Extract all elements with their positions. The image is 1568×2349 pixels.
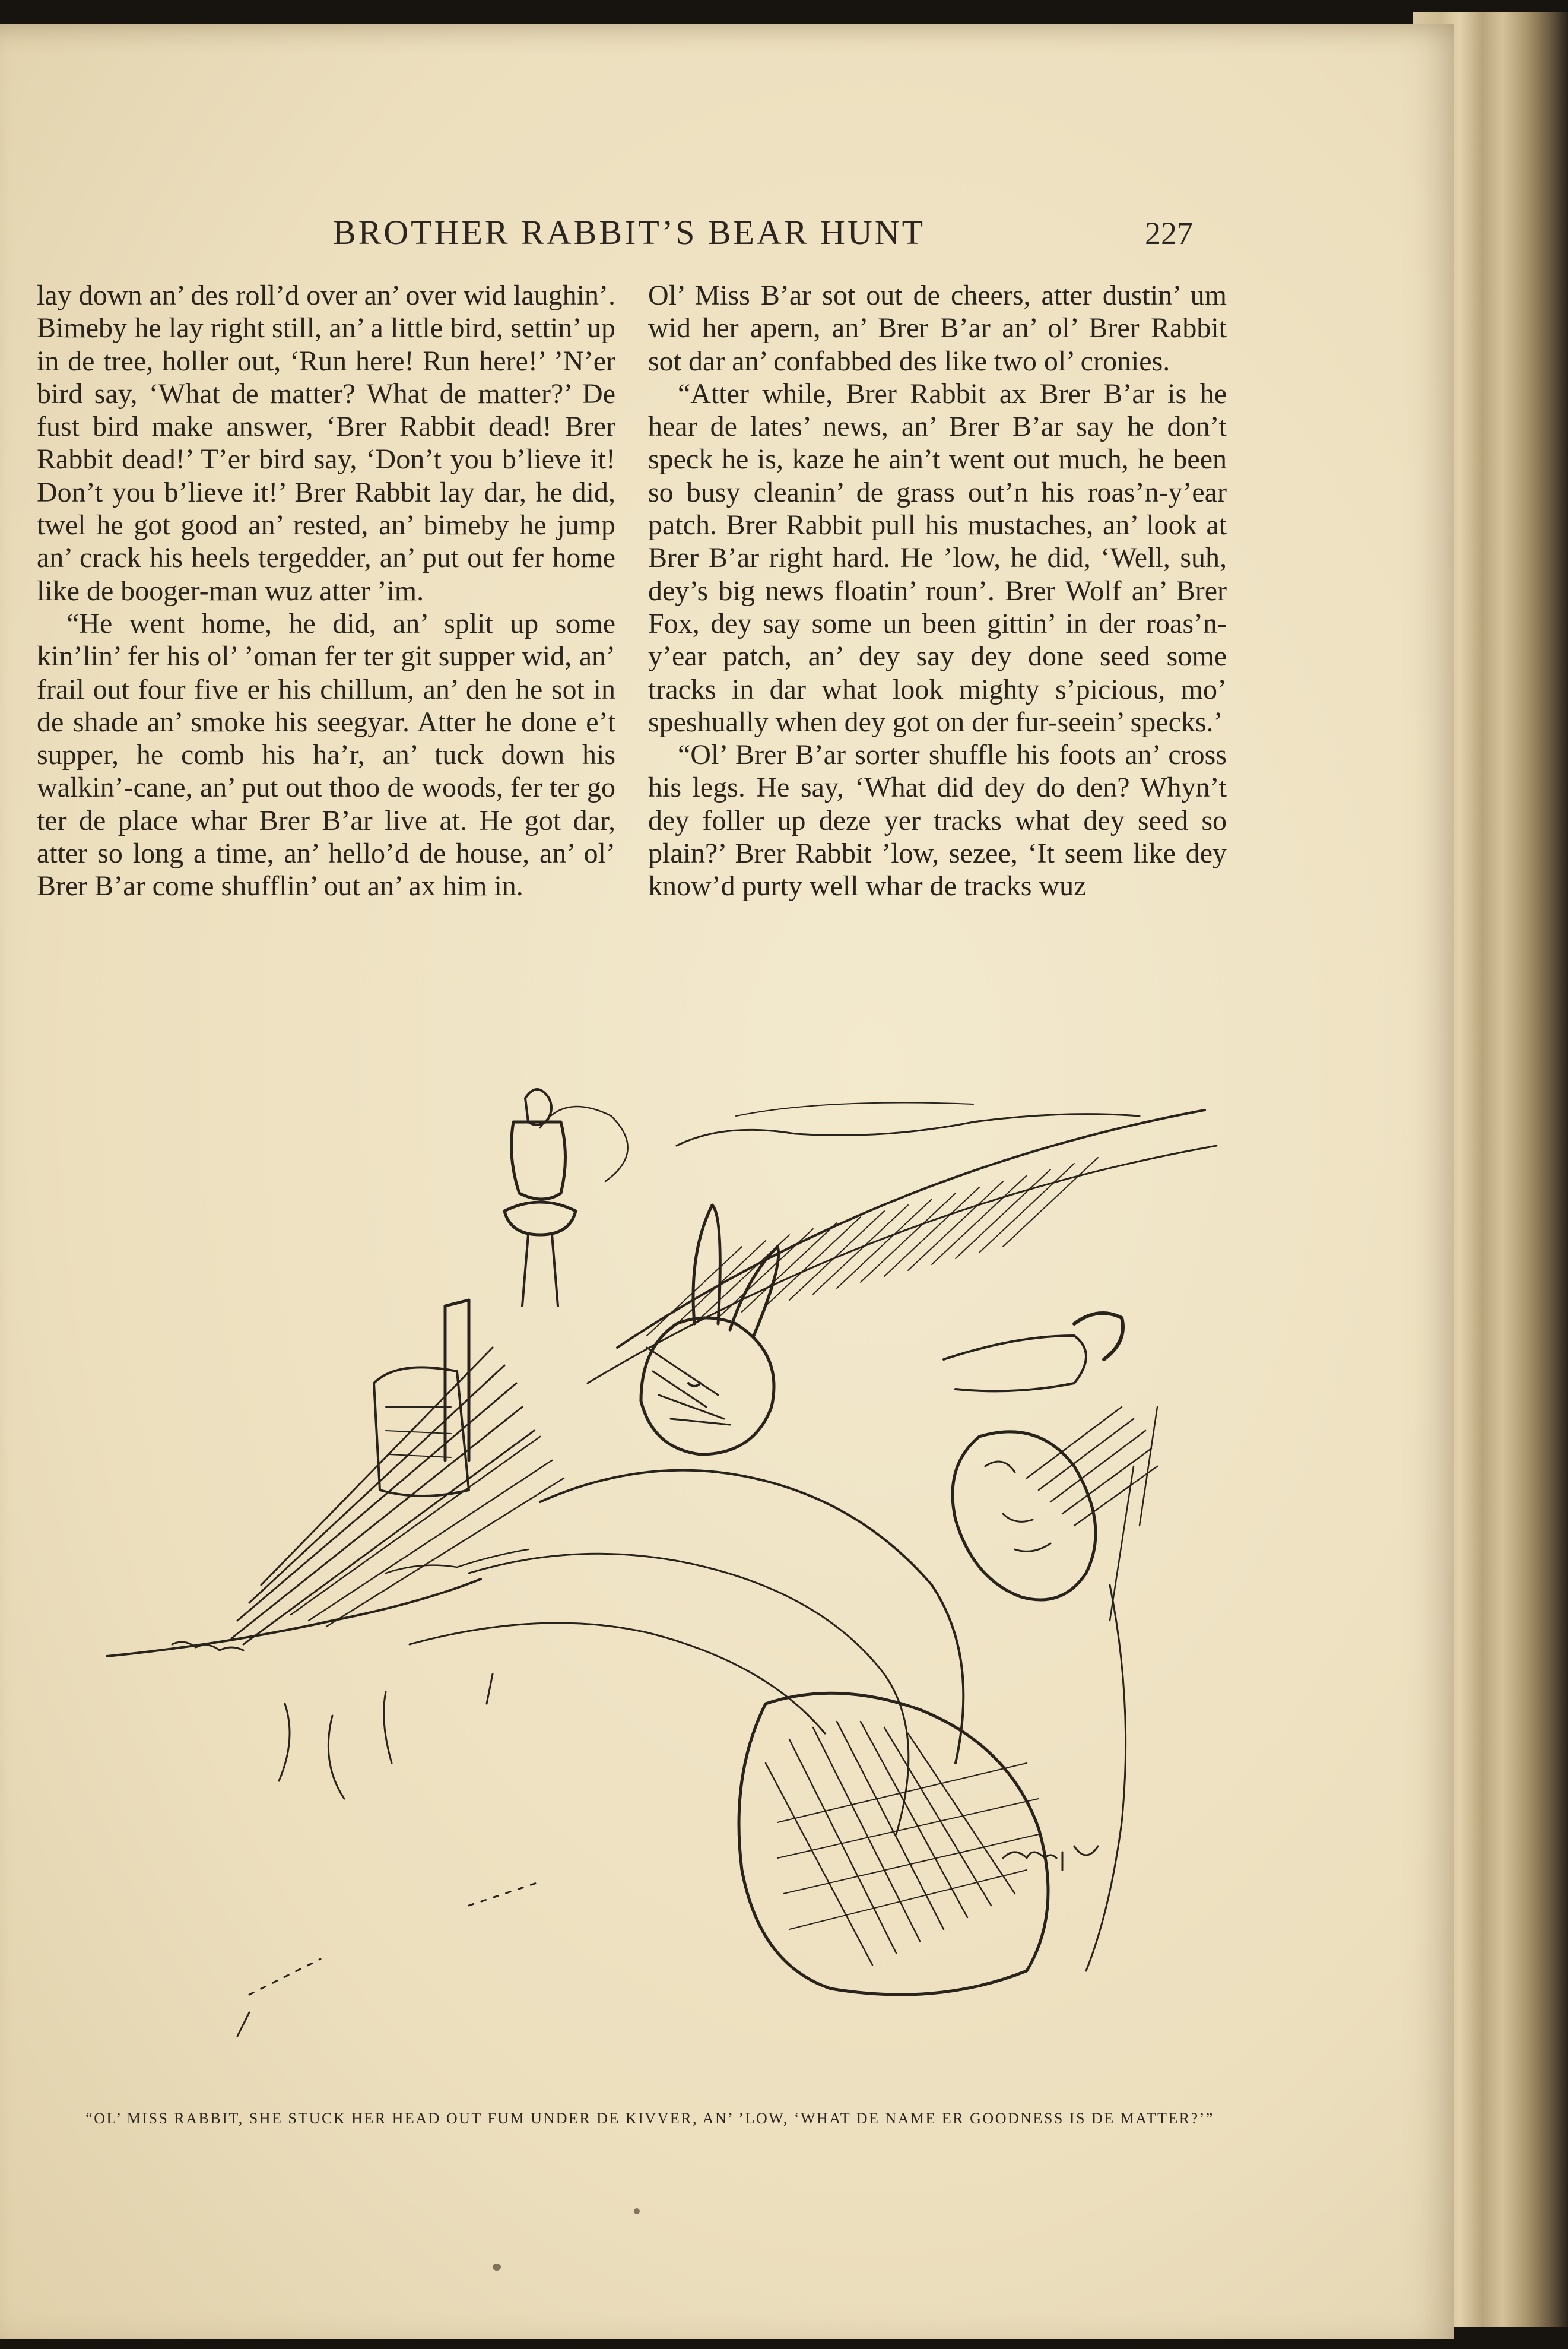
paragraph: “Atter while, Brer Rabbit ax Brer B’ar is he hear de lates’ news, an’ Brer B’ar say he don’t speck he is, kaze he ain’t went out much, he been so busy cleanin’ de grass out’n his roas’n-y’ear patch. Brer Rabbit pull his mustaches, an’ look at Brer B’ar right hard. He ’low, he did, ‘Well, suh, dey’s big news floatin’ roun’. Brer Wolf an’ Brer Fox, dey say some un been gittin’ in der roas’n-y’ear patch, an’ dey say dey done seed some tracks in dar what look mighty s’picious, mo’ speshually when dey got on der fur-seein’ specks.’ [648, 378, 1227, 738]
paragraph: lay down an’ des roll’d over an’ over wid laughin’. Bimeby he lay right still, an’ a little bird, settin’ up in de tree, holler out, ‘Run here! Run here!’ ’N’er bird say, ‘What de matter? What de matter?’ De fust bird make answer, ‘Brer Rabbit dead! Brer Rabbit dead!’ T’er bird say, ‘Don’t you b’lieve it! Don’t you b’lieve it!’ Brer Rabbit lay dar, he did, twel he got good an’ rested, an’ bimeby he jump an’ crack his heels tergedder, an’ put out fer home like de booger-man wuz atter ’im. [37, 280, 615, 607]
paragraph: “He went home, he did, an’ split up some kin’lin’ fer his ol’ ’oman fer ter git supper wid, an’ frail out four five er his chillum, an’ den he sot in de shade an’ smoke his seegyar. Atter he done e’t supper, he comb his ha’r, an’ tuck down his walkin’-cane, an’ put out thoo de woods, fer ter go ter de place whar Brer B’ar live at. He got dar, atter so long a time, an’ hello’d de house, an’ ol’ Brer B’ar come shufflin’ out an’ ax him in. [37, 607, 615, 902]
paragraph: Ol’ Miss B’ar sot out de cheers, atter dustin’ um wid her apern, an’ Brer B’ar an’ ol’ Brer Rabbit sot dar an’ confabbed des like two ol’ cronies. [648, 280, 1227, 377]
text-columns [37, 279, 1242, 1051]
paragraph: “Ol’ Brer B’ar sorter shuffle his foots an’ cross his legs. He say, ‘What did dey do den? Whyn’t dey foller up deze yer tracks what dey seed so plain?’ Brer Rabbit ’low, sezee, ‘It seem like dey know’d purty well whar de tracks wuz [648, 739, 1227, 902]
ink-spot [634, 2208, 640, 2214]
right-column [648, 279, 1227, 903]
ink-spot [493, 2264, 501, 2271]
illustration-sketch [53, 1051, 1258, 2096]
book-page [0, 24, 1454, 2339]
running-head: BROTHER RABBIT’S BEAR HUNT [332, 213, 926, 252]
pen-ink-illustration [53, 1051, 1258, 2096]
left-column [37, 279, 615, 903]
page-header [0, 213, 1454, 260]
page-number: 227 [1145, 215, 1193, 251]
illustration-caption: “OL’ MISS RABBIT, SHE STUCK HER HEAD OUT FUM UNDER DE KIVVER, AN’ ’LOW, ‘WHAT DE NAME ER GOODNESS IS DE MATTER?’” [85, 2110, 1214, 2127]
